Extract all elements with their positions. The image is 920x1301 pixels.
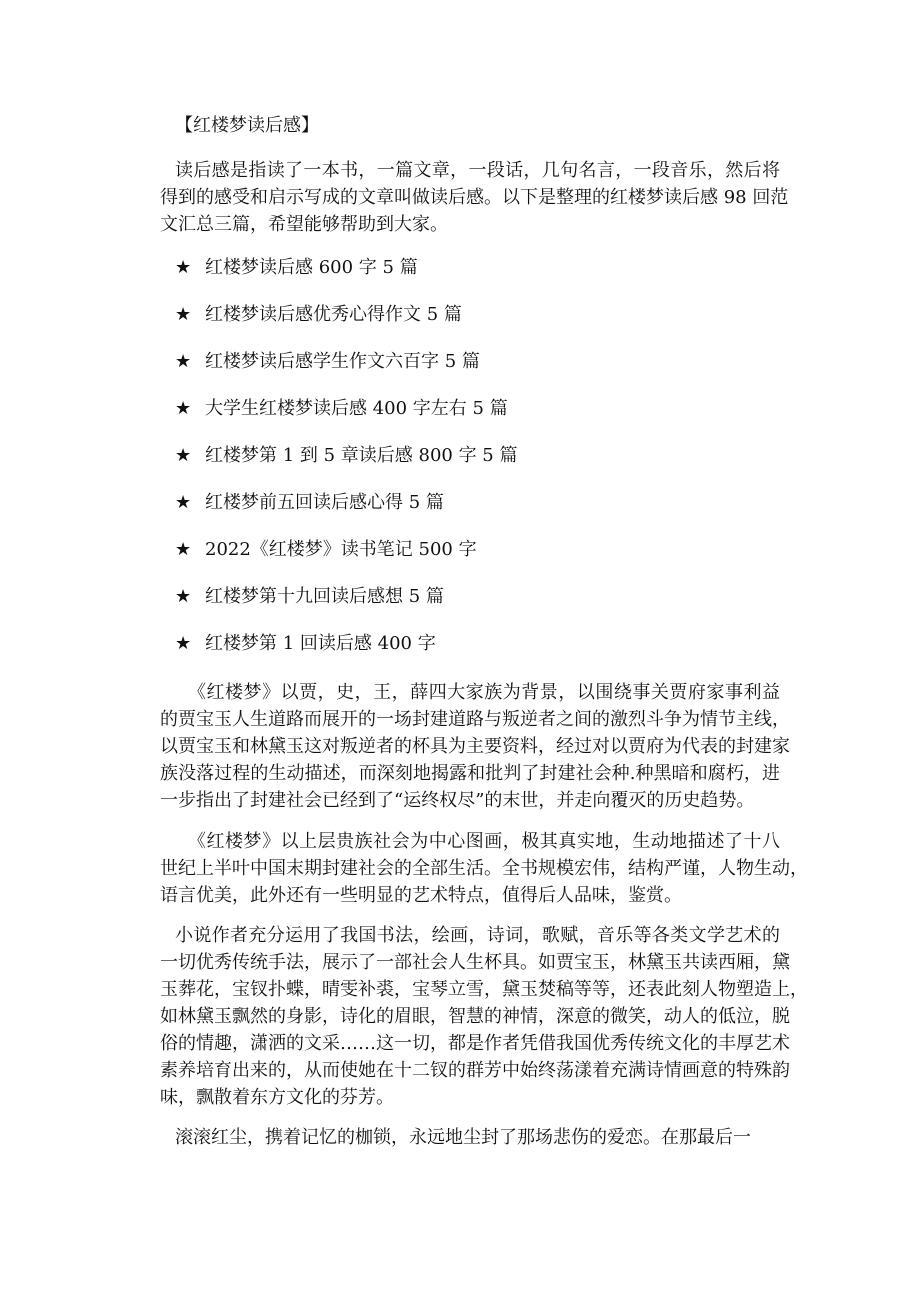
list-item	[175, 256, 418, 280]
paragraph-line: 素养培育出来的，从而使她在十二钗的群芳中始终荡漾着充满诗情画意的特殊韵	[160, 1060, 790, 1081]
list-item-text: 红楼梦读后感学生作文六百字 5 篇	[205, 351, 480, 372]
star-icon: ★	[175, 539, 192, 560]
list-item	[175, 632, 436, 656]
star-icon: ★	[175, 586, 192, 607]
intro-line-1: 读后感是指读了一本书，一篇文章，一段话，几句名言，一段音乐，然后将	[175, 160, 780, 181]
list-item	[175, 444, 518, 468]
paragraph-line: 《红楼梦》以贾，史，王，薛四大家族为背景，以围绕事关贾府家事利益	[188, 682, 780, 703]
intro-line-2: 得到的感受和启示写成的文章叫做读后感。以下是整理的红楼梦读后感 98 回范	[160, 187, 789, 208]
paragraph-line: 语言优美，此外还有一些明显的艺术特点，值得后人品味，鉴赏。	[160, 885, 682, 906]
star-icon: ★	[175, 445, 192, 466]
list-item	[175, 491, 444, 515]
paragraph-line: 一步指出了封建社会已经到了“运终权尽”的末世，并走向覆灭的历史趋势。	[160, 790, 755, 811]
paragraph-line: 族没落过程的生动描述，而深刻地揭露和批判了封建社会种.种黑暗和腐朽，进	[160, 763, 780, 784]
list-item-text: 2022《红楼梦》读书笔记 500 字	[205, 539, 477, 560]
list-item	[175, 303, 462, 327]
star-icon: ★	[175, 257, 192, 278]
paragraph-line: 世纪上半叶中国末期封建社会的全部生活。全书规模宏伟，结构严谨，人物生动，	[160, 858, 808, 879]
paragraph-line: 一切优秀传统手法，展示了一部社会人生杯具。如贾宝玉，林黛玉共读西厢，黛	[160, 952, 790, 973]
list-item	[175, 585, 444, 609]
list-item-text: 红楼梦第 1 到 5 章读后感 800 字 5 篇	[205, 445, 518, 466]
star-icon: ★	[175, 633, 192, 654]
list-item-text: 红楼梦读后感 600 字 5 篇	[205, 257, 418, 278]
paragraph-line: 玉葬花，宝钗扑蝶，晴雯补裘，宝琴立雪，黛玉焚稿等等，还表此刻人物塑造上，	[160, 979, 808, 1000]
list-item	[175, 350, 480, 374]
paragraph-line: 的贾宝玉人生道路而展开的一场封建道路与叛逆者之间的激烈斗争为情节主线，	[160, 709, 790, 730]
list-item	[175, 397, 508, 421]
paragraph-line: 味，飘散着东方文化的芬芳。	[160, 1087, 394, 1108]
list-item-text: 红楼梦前五回读后感心得 5 篇	[205, 492, 444, 513]
paragraph-line: 滚滚红尘，携着记忆的枷锁，永远地尘封了那场悲伤的爱恋。在那最后一	[175, 1127, 751, 1148]
paragraph-line: 《红楼梦》以上层贵族社会为中心图画，极其真实地，生动地描述了十八	[188, 831, 780, 852]
star-icon: ★	[175, 351, 192, 372]
list-item	[175, 538, 477, 562]
paragraph-line: 以贾宝玉和林黛玉这对叛逆者的杯具为主要资料，经过对以贾府为代表的封建家	[160, 736, 790, 757]
paragraph-line: 俗的情趣，潇洒的文采……这一切，都是作者凭借我国优秀传统文化的丰厚艺术	[160, 1033, 790, 1054]
list-item-text: 大学生红楼梦读后感 400 字左右 5 篇	[205, 398, 508, 419]
star-icon: ★	[175, 398, 192, 419]
document-title: 【红楼梦读后感】	[175, 115, 319, 136]
star-icon: ★	[175, 304, 192, 325]
intro-line-3: 文汇总三篇，希望能够帮助到大家。	[160, 214, 448, 235]
list-item-text: 红楼梦第十九回读后感想 5 篇	[205, 586, 444, 607]
paragraph-line: 小说作者充分运用了我国书法，绘画，诗词，歌赋，音乐等各类文学艺术的	[175, 925, 780, 946]
star-icon: ★	[175, 492, 192, 513]
list-item-text: 红楼梦第 1 回读后感 400 字	[205, 633, 436, 654]
list-item-text: 红楼梦读后感优秀心得作文 5 篇	[205, 304, 462, 325]
paragraph-line: 如林黛玉飘然的身影，诗化的眉眼，智慧的神情，深意的微笑，动人的低泣，脱	[160, 1006, 790, 1027]
